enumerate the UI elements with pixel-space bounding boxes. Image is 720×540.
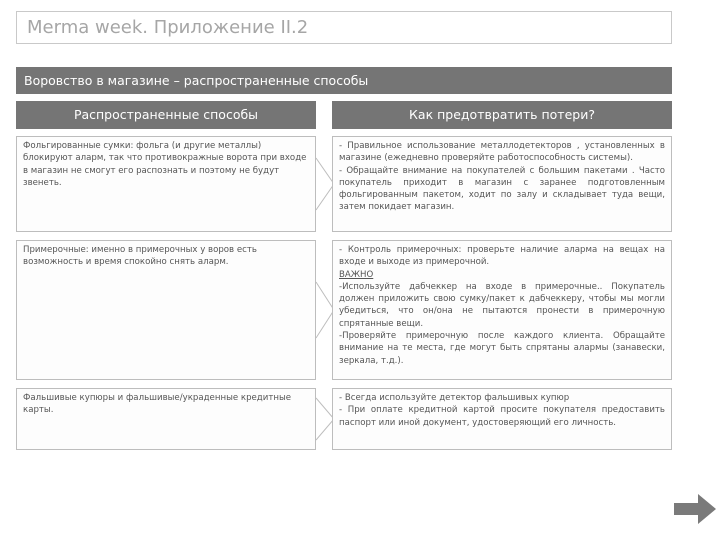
prevention-text: - Контроль примерочных: проверьте наличие аларма на вещах на входе и выходе из примерочной.	[339, 245, 665, 268]
arrow-right-icon[interactable]	[672, 491, 718, 527]
prevention-cell-fitting-rooms	[332, 240, 672, 380]
column-header-methods: Распространенные способы	[16, 101, 316, 129]
method-cell-fitting-rooms: Примерочные: именно в примерочных у воров есть возможность и время спокойно снять аларм.	[16, 240, 316, 380]
prevention-text: - Правильное использование металлодетекторов , установленных в магазине (ежедневно проверяйте работоспособность системы).	[339, 141, 665, 164]
prevention-text: - Всегда используйте детектор фальшивых купюр	[339, 393, 570, 403]
prevention-text: - Обращайте внимание на покупателей с большим пакетами . Часто покупатель приходит в магазин с заранее подготовленным фольгированным пакетом, ходит по залу и складывает туда вещи, затем покидает магазин.	[339, 165, 665, 213]
method-cell-foil-bags: Фольгированные сумки: фольга (и другие металлы) блокируют аларм, так что противокражные ворота при входе в магазин не смогут его распознать и поэтому не будут звенеть.	[16, 136, 316, 232]
method-cell-fake-bills: Фальшивые купюры и фальшивые/украденные кредитные карты.	[16, 388, 316, 450]
column-header-prevention: Как предотвратить потери?	[332, 101, 672, 129]
prevention-cell-foil-bags	[332, 136, 672, 232]
prevention-text: -Проверяйте примерочную после каждого клиента. Обращайте внимание на те места, где могут быть спрятаны алармы (занавески, зеркала, т.д.).	[339, 331, 665, 366]
section-banner: Воровство в магазине – распространенные способы	[16, 67, 672, 94]
page-title: Merma week. Приложение II.2	[16, 11, 672, 44]
prevention-text: - При оплате кредитной картой просите покупателя предоставить паспорт или иной документ, удостоверяющий его личность.	[339, 405, 665, 428]
important-label: ВАЖНО	[339, 269, 374, 280]
prevention-cell-fake-bills	[332, 388, 672, 450]
prevention-text: -Используйте дабчеккер на входе в примерочные.. Покупатель должен приложить свою сумку/пакет к дабчеккеру, чтобы мы могли убедиться, что он/она не пытаются пронести в примерочную спрятанные вещи.	[339, 281, 665, 329]
